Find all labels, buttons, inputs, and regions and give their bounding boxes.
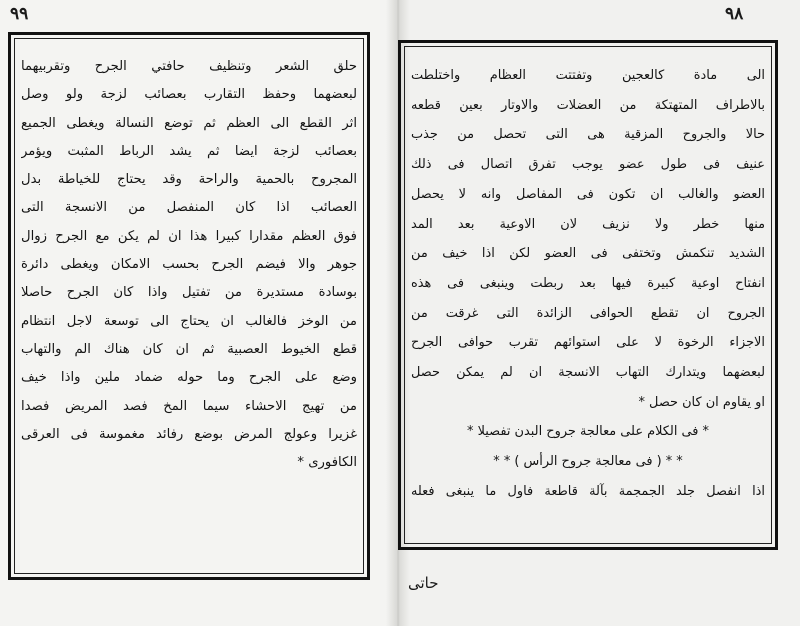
text-line: الاجزاء الرخوة لا على استوائهم تقرب حوافى الجرح	[411, 335, 765, 351]
text-line: جوهر والا فيضم الجرح بحسب الامكان ويغطى دائرة	[21, 257, 357, 273]
text-line: غزيرا وعولج المرض بوضع رفائد مغموسة فى العرقى	[21, 426, 357, 442]
text-line: لبعضهما وحفظ التقارب بعصائب لزجة ولو وصل	[21, 87, 357, 103]
right-page-number: ٩٨	[725, 4, 744, 24]
left-page-frame	[8, 32, 370, 580]
right-page-frame	[398, 40, 778, 550]
text-line: من الوخز فالغالب ان يحتاج الى توسعة لاجل انتظام	[21, 313, 357, 329]
text-line: قطع الخيوط العصبية ثم ان كان هناك الم والتهاب	[21, 341, 357, 357]
text-line: بعصائب لزجة ايضا ثم يشد الرباط المثبت ويؤمر	[21, 143, 357, 159]
text-line: بالاطراف المتهتكة من العضلات والاوتار بعين قطعه	[411, 97, 765, 113]
left-page-text	[21, 53, 357, 567]
text-line: العصائب اذا كان المنفصل من الانسجة التى	[21, 200, 357, 216]
text-line: انفتاح اوعية كبيرة فيها بعد ربطت وينبغى فى هذه	[411, 275, 765, 291]
text-line: الى مادة كالعجين وتفتتت العظام واختلطت	[411, 68, 765, 83]
text-line: الكافورى *	[297, 455, 357, 471]
text-line: حالا والجروح المزقية هى التى تحصل من جذب	[411, 127, 765, 143]
left-page-number: ٩٩	[10, 4, 29, 24]
text-line: العضو والغالب ان تكون فى المفاصل وانه لا يحصل	[411, 186, 765, 202]
catchword: حاتى	[408, 574, 439, 592]
text-line: اثر القطع الى العظم ثم توضع النسالة ويغطى الجميع	[21, 115, 357, 131]
text-line: لبعضهما ويتدارك التهاب الانسجة ان لم يمكن حصل	[411, 365, 765, 381]
text-line: الشديد تنكمش وتختفى فى العضو لكن اذا خيف من	[411, 246, 765, 262]
text-line: عنيف فى طول عضو يوجب تفرق اتصال فى ذلك	[411, 157, 765, 173]
text-line: فوق العظم مقدارا كبيرا هذا ان لم يكن مع الجرح زوال	[21, 228, 357, 244]
text-line: اذا انفصل جلد الجمجمة بآلة قاطعة فاول ما ينبغى فعله	[411, 483, 765, 499]
text-line: الجروح ان تقطع الحوافى الزائدة التى غرقت من	[411, 305, 765, 321]
text-line: بوسادة مستديرة من تفتيل واذا كان الجرح حاصلا	[21, 285, 357, 301]
right-page-text	[411, 61, 765, 537]
section-heading: * فى الكلام على معالجة جروح البدن تفصيلا *	[467, 424, 709, 440]
text-line: منها خطر ولا نزيف لان الاوعية بعد المد	[411, 216, 765, 232]
text-line: وضع على الجرح وما حوله ضماد ملين واذا خيف	[21, 370, 357, 386]
text-line: او يقاوم ان كان حصل *	[638, 394, 765, 410]
subsection-heading: * * ( فى معالجة جروح الرأس ) * *	[493, 454, 683, 470]
text-line: حلق الشعر وتنظيف حافتي الجرح وتقربيهما	[21, 59, 357, 74]
text-line: من تهيج الاحشاء سيما المخ فصد المريض فصدا	[21, 398, 357, 414]
text-line: المجروح بالحمية والراحة وقد يحتاج للخياطة بدل	[21, 172, 357, 188]
